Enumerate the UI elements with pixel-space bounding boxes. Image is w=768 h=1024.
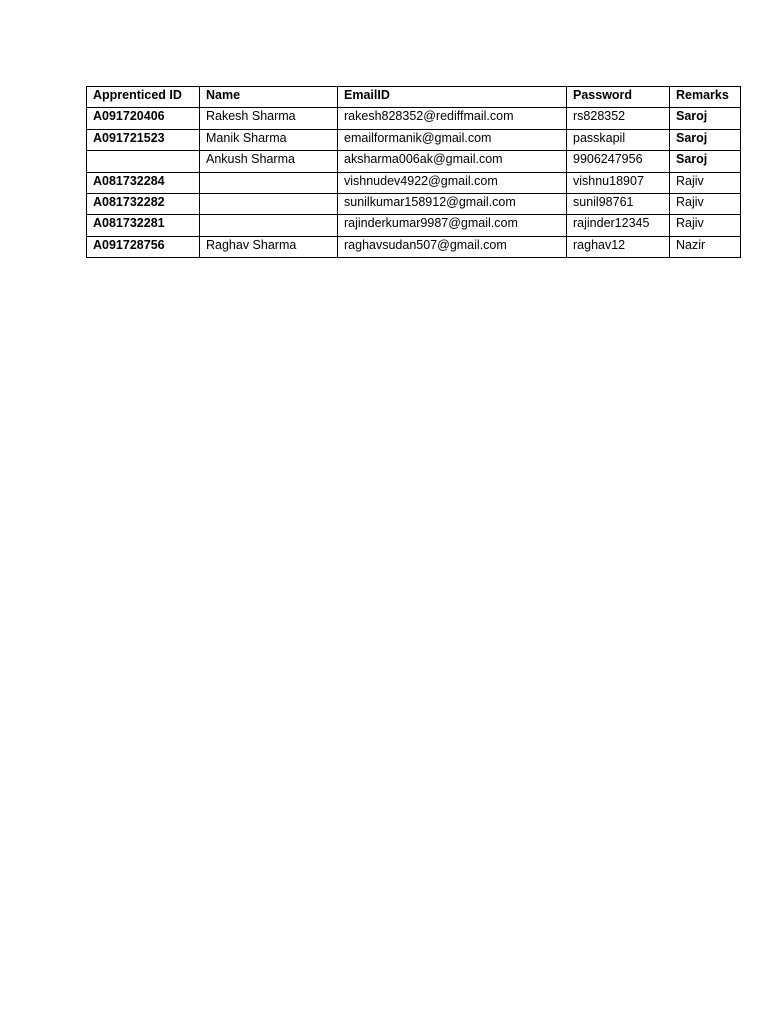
cell-name: Rakesh Sharma [200, 108, 338, 129]
cell-apprenticed-id: A081732282 [87, 193, 200, 214]
table-header-row [87, 87, 741, 108]
cell-apprenticed-id [87, 151, 200, 172]
cell-remarks: Rajiv [670, 172, 741, 193]
cell-apprenticed-id: A081732281 [87, 215, 200, 236]
table-row [87, 108, 741, 129]
cell-email-id: vishnudev4922@gmail.com [338, 172, 567, 193]
table-row [87, 129, 741, 150]
cell-password: raghav12 [567, 236, 670, 257]
cell-remarks: Nazir [670, 236, 741, 257]
cell-remarks: Rajiv [670, 193, 741, 214]
header-password: Password [567, 87, 670, 108]
cell-name [200, 215, 338, 236]
table-row [87, 151, 741, 172]
cell-apprenticed-id: A091728756 [87, 236, 200, 257]
cell-name [200, 172, 338, 193]
table-row [87, 172, 741, 193]
cell-password: sunil98761 [567, 193, 670, 214]
cell-remarks: Saroj [670, 108, 741, 129]
cell-email-id: raghavsudan507@gmail.com [338, 236, 567, 257]
table-row [87, 236, 741, 257]
apprentice-table [86, 86, 741, 258]
cell-apprenticed-id: A091720406 [87, 108, 200, 129]
header-remarks: Remarks [670, 87, 741, 108]
table-row [87, 193, 741, 214]
cell-password: rajinder12345 [567, 215, 670, 236]
header-name: Name [200, 87, 338, 108]
cell-email-id: rajinderkumar9987@gmail.com [338, 215, 567, 236]
cell-apprenticed-id: A081732284 [87, 172, 200, 193]
cell-remarks: Saroj [670, 129, 741, 150]
cell-remarks: Rajiv [670, 215, 741, 236]
cell-name [200, 193, 338, 214]
cell-password: passkapil [567, 129, 670, 150]
cell-email-id: aksharma006ak@gmail.com [338, 151, 567, 172]
table-row [87, 215, 741, 236]
cell-name: Ankush Sharma [200, 151, 338, 172]
cell-email-id: sunilkumar158912@gmail.com [338, 193, 567, 214]
cell-name: Raghav Sharma [200, 236, 338, 257]
table-body [87, 108, 741, 258]
cell-password: rs828352 [567, 108, 670, 129]
cell-remarks: Saroj [670, 151, 741, 172]
cell-apprenticed-id: A091721523 [87, 129, 200, 150]
cell-name: Manik Sharma [200, 129, 338, 150]
cell-email-id: rakesh828352@rediffmail.com [338, 108, 567, 129]
cell-password: 9906247956 [567, 151, 670, 172]
cell-password: vishnu18907 [567, 172, 670, 193]
header-apprenticed-id: Apprenticed ID [87, 87, 200, 108]
cell-email-id: emailformanik@gmail.com [338, 129, 567, 150]
header-email-id: EmailID [338, 87, 567, 108]
